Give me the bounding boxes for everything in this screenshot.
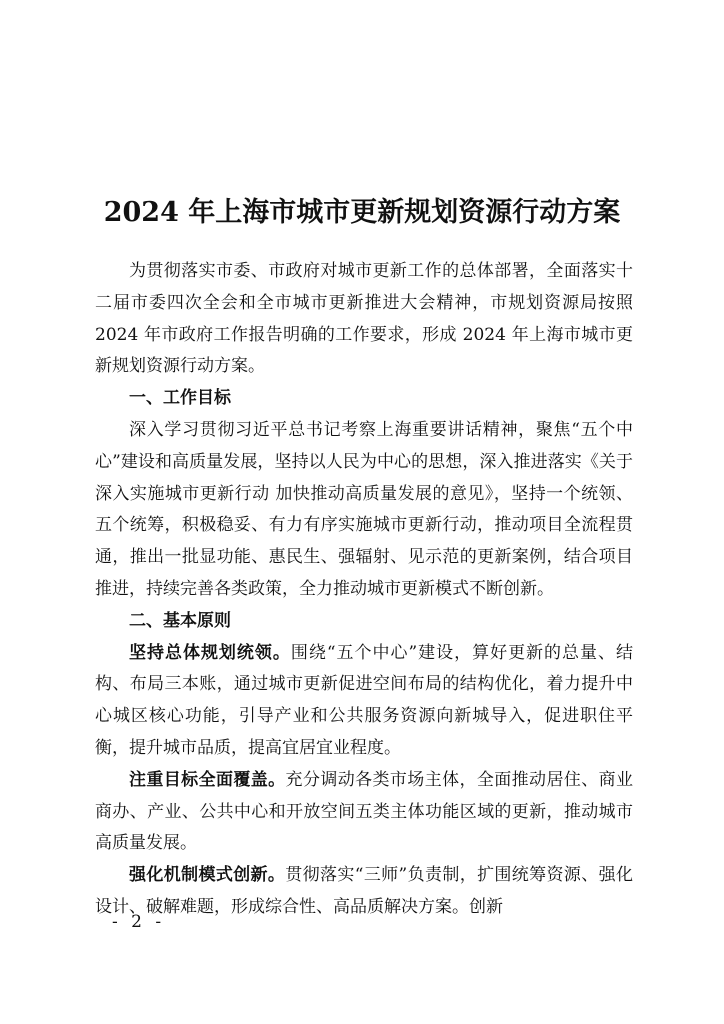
section-heading-goals: 一、工作目标 (129, 388, 231, 409)
document-body (95, 256, 633, 924)
principle-lead: 坚持总体规划统领。 (129, 642, 291, 663)
document-title: 2024 年上海市城市更新规划资源行动方案 (103, 197, 621, 228)
section-heading-principles: 二、基本原则 (129, 610, 231, 631)
principle-paragraph (95, 860, 633, 924)
principle-lead: 强化机制模式创新。 (129, 865, 286, 886)
intro-paragraph: 为贯彻落实市委、市政府对城市更新工作的总体部署，全面落实十二届市委四次全会和全市城市更新推进大会精神，市规划资源局按照 2024 年市政府工作报告明确的工作要求，形成 2024 年上海市城市更新规划资源行动方案。 (95, 261, 633, 377)
principle-text: 充分调动各类市场主体，全面推动居住、商业商办、产业、公共中心和开放空间五类主体功能区域的更新，推动城市高质量发展。 (95, 769, 634, 854)
page-number: - 2 - (112, 912, 166, 932)
principle-text: 围绕“五个中心”建设，算好更新的总量、结构、布局三本账，通过城市更新促进空间布局的结构优化，着力提升中心城区核心功能，引导产业和公共服务资源向新城导入，促进职住平衡，提升城市品质，提高宜居宜业程度。 (95, 642, 633, 758)
principle-text: 贯彻落实“三师”负责制，扩围统筹资源、强化设计、破解难题，形成综合性、高品质解决方案。创新 (95, 865, 633, 917)
principle-paragraph (95, 765, 633, 860)
principle-lead: 注重目标全面覆盖。 (129, 769, 286, 790)
goals-paragraph: 深入学习贯彻习近平总书记考察上海重要讲话精神，聚焦“五个中心”建设和高质量发展，坚持以人民为中心的思想，深入推进落实《关于深入实施城市更新行动 加快推动高质量发展的意见》，坚持一个统领、五个统筹，积极稳妥、有力有序实施城市更新行动，推动项目全流程贯通，推出一批显功能、惠民生、强辐射、见示范的更新案例，结合项目推进，持续完善各类政策，全力推动城市更新模式不断创新。 (95, 419, 633, 599)
principle-paragraph (95, 638, 633, 765)
